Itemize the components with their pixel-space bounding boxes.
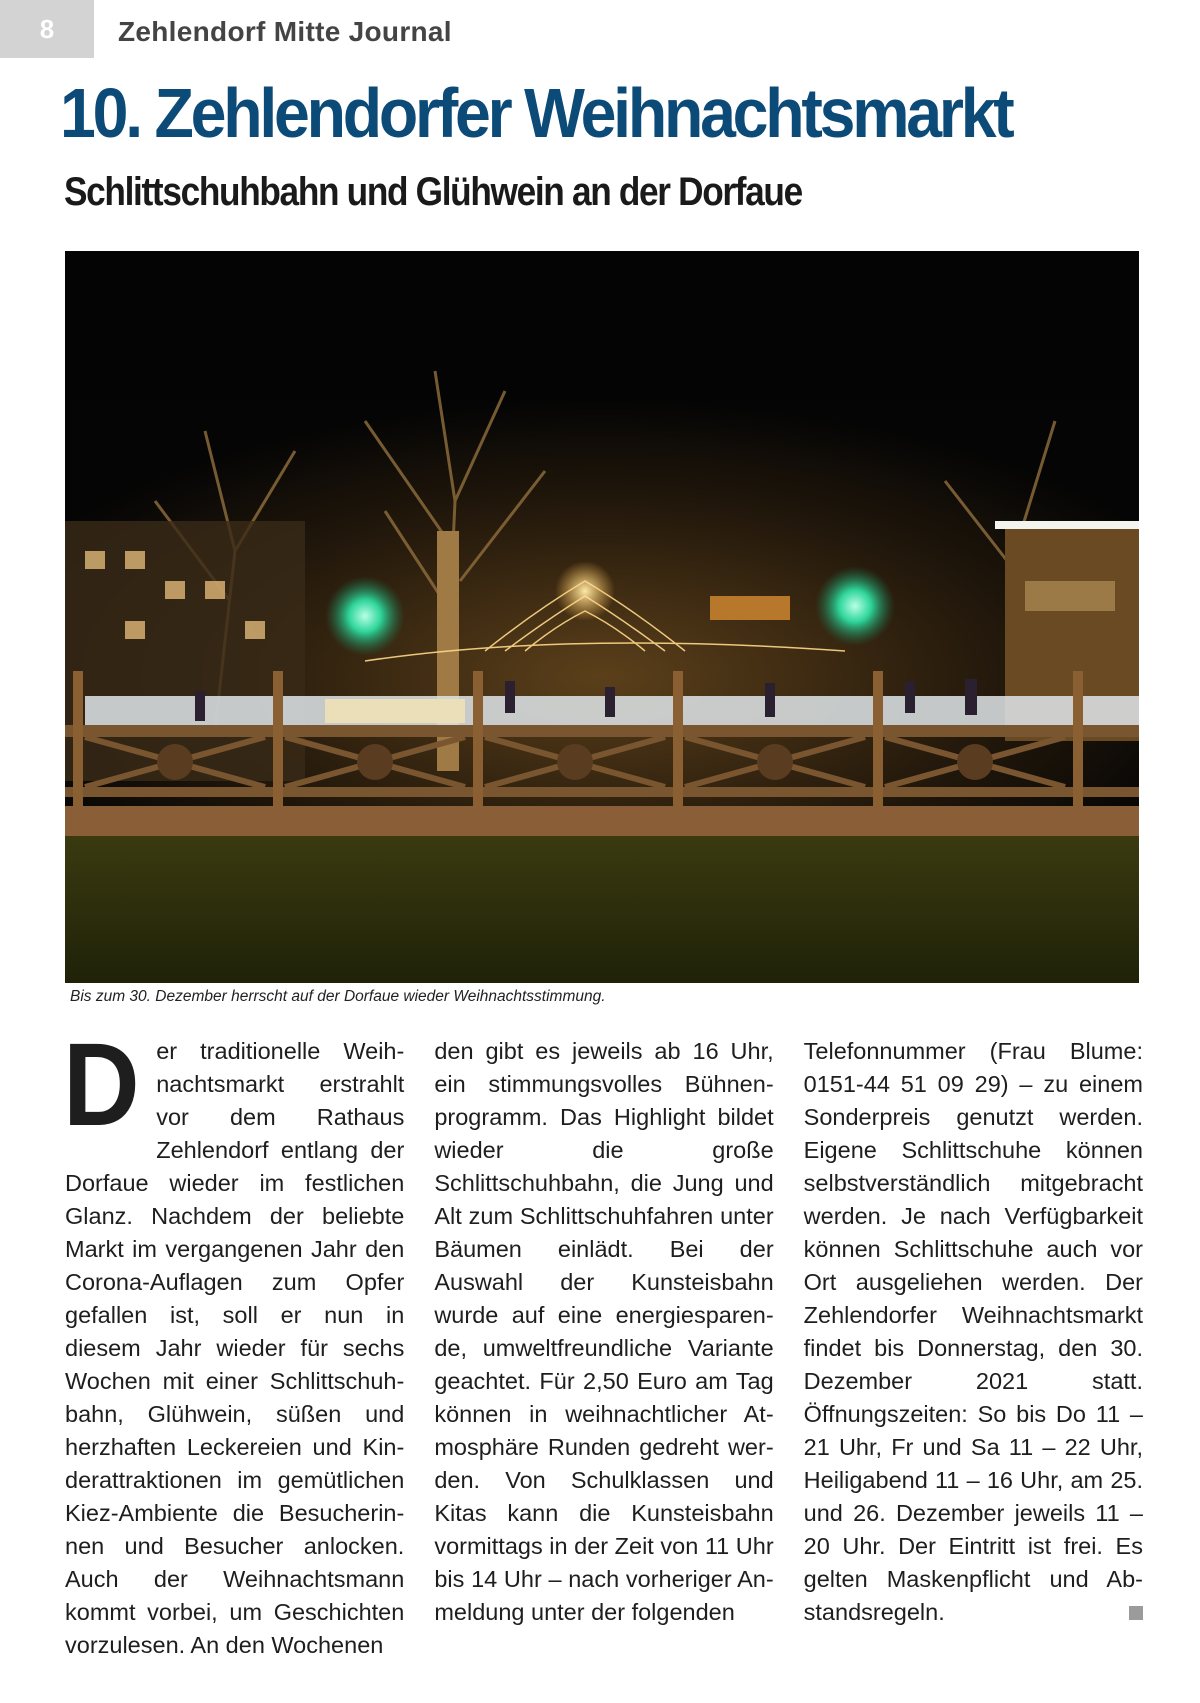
column-2-text: den gibt es jeweils ab 16 Uhr, ein stimmungsvolles Bühnenprogramm. Das Highlight bildet wieder die große Schlittschuhbahn, die Jung und Alt zum Schlittschuhfahren unter Bäumen einlädt. Bei der Auswahl der Kunsteisbahn wurde auf eine energiesparende, umweltfreundliche Variante geachtet. Für 2,50 Euro am Tag können in weihnachtlicher Atmosphäre Runden gedreht werden. Von Schulklassen und Kitas kann die Kunsteisbahn vormittags in der Zeit von 11 Uhr bis 14 Uhr – nach vorheriger Anmeldung unter der folgenden <box>434 1038 774 1625</box>
page-number: 8 <box>0 0 94 58</box>
article-column-1 <box>63 1019 405 1662</box>
christmas-market-photo <box>65 251 1139 983</box>
article-column-3 <box>804 1035 1143 1662</box>
column-3-body: Telefonnummer (Frau Blume: 0151-44 51 09 29) – zu einem Sonderpreis genutzt werden. Eigene Schlittschuhe können selbstverständlich mitgebracht werden. Je nach Verfügbarkeit können Schlittschuhe auch vor Ort ausgeliehen werden. Der Zehlendorfer Weihnachtsmarkt findet bis Donnerstag, den 30. Dezember 2021 statt. Öffnungszeiten: So bis Do 11 – 21 Uhr, Fr und Sa 11 – 22 Uhr, Heiligabend 11 – 16 Uhr, am 25. und 26. Dezember jeweils 11 – 20 Uhr. Der Eintritt ist frei. Es gelten Maskenpflicht und Abstandsregeln. <box>803 1038 1143 1625</box>
photo-caption: Bis zum 30. Dezember herrscht auf der Dorfaue wieder Weihnachtsstimmung. <box>70 988 606 1005</box>
article-column-2 <box>434 1035 773 1662</box>
column-3-text <box>804 1035 1143 1629</box>
article-title: 10. Zehlendorfer Weihnachtsmarkt <box>60 74 1012 152</box>
drop-cap: D <box>63 1019 140 1151</box>
column-1-text: er traditionelle Weihnachtsmarkt erstrahlt vor dem Rathaus Zehlendorf entlang der Dorfaue wieder im festlichen Glanz. Nachdem der beliebte Markt im vergangenen Jahr den Corona-Auflagen zum Opfer gefallen ist, soll er nun in diesem Jahr wieder für sechs Wochen mit einer Schlittschuhbahn, Glühwein, süßen und herzhaften Leckereien und Kinderattraktionen im gemütlichen Kiez-Ambiente die Besucherinnen und Besucher anlocken. Auch der Weihnachtsmann kommt vorbei, um Geschichten vorzulesen. An den Wochenen <box>65 1038 405 1658</box>
journal-name: Zehlendorf Mitte Journal <box>118 16 452 47</box>
end-of-article-square-icon <box>1129 1606 1143 1620</box>
article-photo <box>65 251 1139 983</box>
article-body <box>63 1019 1143 1662</box>
article-subtitle: Schlittschuhbahn und Glühwein an der Dorfaue <box>64 170 802 214</box>
